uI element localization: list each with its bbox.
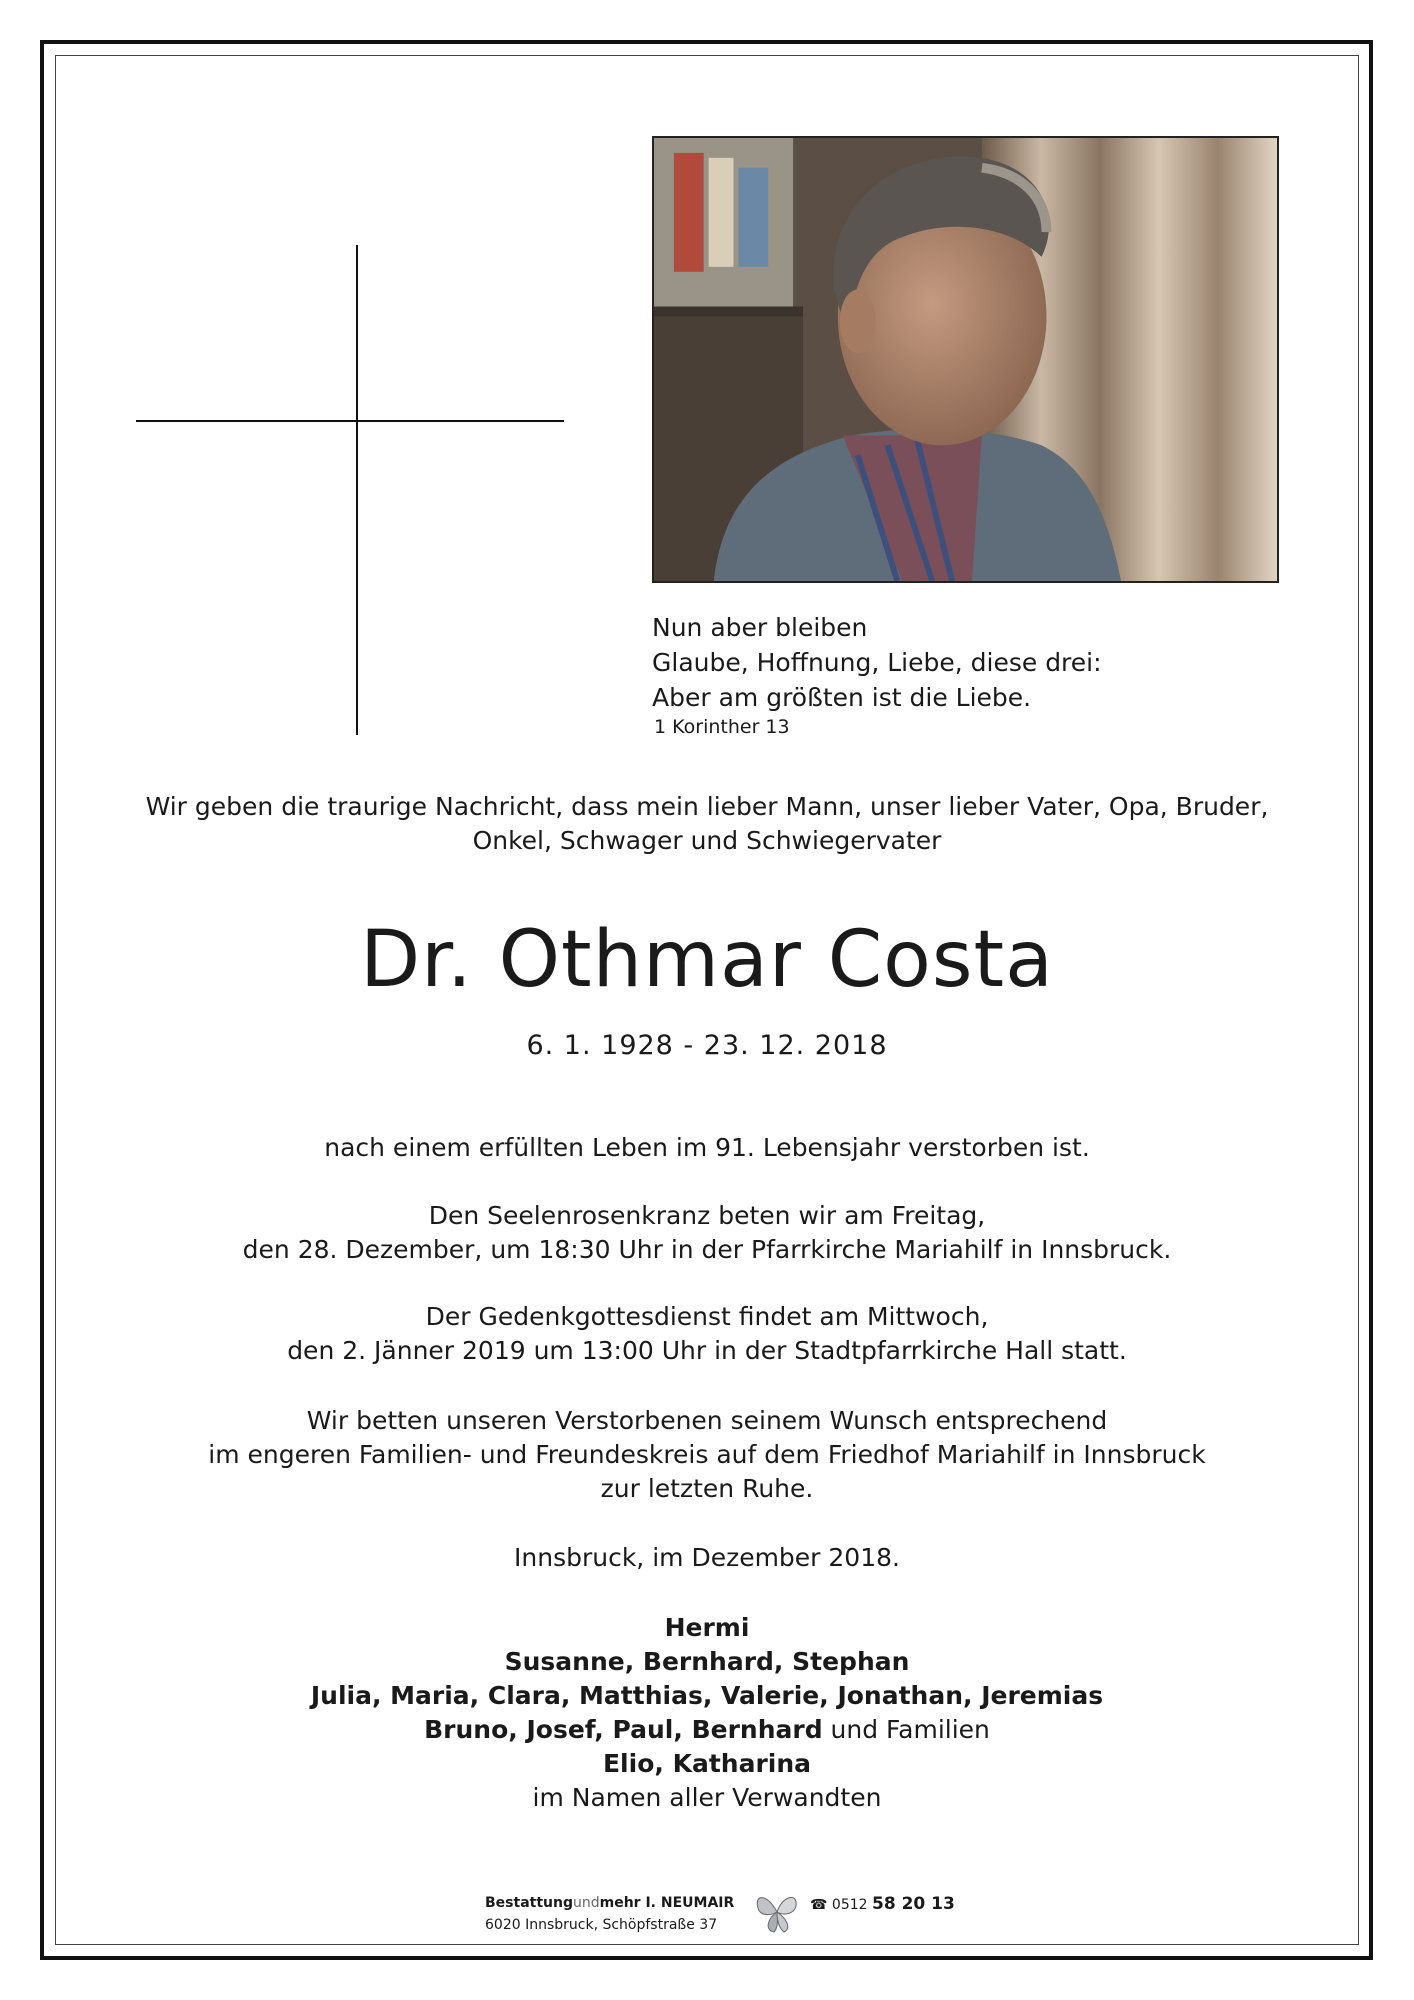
rosary-line: den 28. Dezember, um 18:30 Uhr in der Pfarrkirche Mariahilf in Innsbruck. <box>242 1235 1172 1264</box>
mourners-list <box>90 1611 1324 1815</box>
funeral-home-phone <box>810 1893 955 1916</box>
mourner-line: Bruno, Josef, Paul, Bernhard <box>424 1715 823 1744</box>
relatives-closing: im Namen aller Verwandten <box>532 1783 882 1812</box>
memorial-line: Der Gedenkgottesdienst findet am Mittwoch, <box>425 1302 989 1331</box>
cross-horizontal-bar <box>136 420 564 422</box>
brand-part: I. NEUMAIR <box>640 1895 735 1911</box>
bible-verse <box>652 610 1102 739</box>
phone-prefix: 0512 <box>831 1897 868 1913</box>
burial-notice <box>90 1404 1324 1506</box>
mourner-line: Julia, Maria, Clara, Matthias, Valerie, Jonathan, Jeremias <box>310 1681 1104 1710</box>
brand-part: und <box>572 1895 600 1911</box>
funeral-home-brand <box>485 1892 734 1914</box>
mourner-line: Hermi <box>664 1613 750 1642</box>
intro-line: Wir geben die traurige Nachricht, dass mein lieber Mann, unser lieber Vater, Opa, Bruder, <box>145 792 1269 821</box>
mourner-line: Elio, Katharina <box>602 1749 812 1778</box>
verse-line: Nun aber bleiben <box>652 613 868 642</box>
memorial-line: den 2. Jänner 2019 um 13:00 Uhr in der Stadtpfarrkirche Hall statt. <box>287 1336 1127 1365</box>
verse-source: 1 Korinther 13 <box>654 716 790 738</box>
rosary-line: Den Seelenrosenkranz beten wir am Freitag, <box>428 1201 986 1230</box>
intro-text <box>90 790 1324 858</box>
deceased-name: Dr. Othmar Costa <box>360 915 1054 1005</box>
butterfly-icon <box>752 1888 802 1936</box>
rosary-notice <box>90 1199 1324 1267</box>
burial-line: im engeren Familien- und Freundeskreis auf dem Friedhof Mariahilf in Innsbruck <box>208 1440 1206 1469</box>
cross-vertical-bar <box>356 245 358 735</box>
mourner-line-suffix: und Familien <box>822 1715 990 1744</box>
portrait-photo <box>652 136 1279 583</box>
memorial-service-notice <box>90 1300 1324 1368</box>
place-and-date: Innsbruck, im Dezember 2018. <box>514 1543 900 1572</box>
burial-line: Wir betten unseren Verstorbenen seinem Wunsch entsprechend <box>306 1406 1108 1435</box>
life-dates: 6. 1. 1928 - 23. 12. 2018 <box>526 1030 888 1061</box>
verse-line: Aber am größten ist die Liebe. <box>652 683 1032 712</box>
mourner-line: Susanne, Bernhard, Stephan <box>504 1647 910 1676</box>
verse-line: Glaube, Hoffnung, Liebe, diese drei: <box>652 648 1102 677</box>
phone-icon: ☎ <box>810 1897 828 1913</box>
brand-part: mehr <box>599 1895 641 1911</box>
passing-statement: nach einem erfüllten Leben im 91. Lebensjahr verstorben ist. <box>324 1133 1090 1162</box>
intro-line: Onkel, Schwager und Schwiegervater <box>472 826 942 855</box>
phone-number: 58 20 13 <box>872 1894 955 1914</box>
funeral-home-address: 6020 Innsbruck, Schöpfstraße 37 <box>485 1917 718 1933</box>
burial-line: zur letzten Ruhe. <box>600 1474 814 1503</box>
funeral-home-footer <box>485 1892 734 1936</box>
brand-part: Bestattung <box>485 1895 573 1911</box>
